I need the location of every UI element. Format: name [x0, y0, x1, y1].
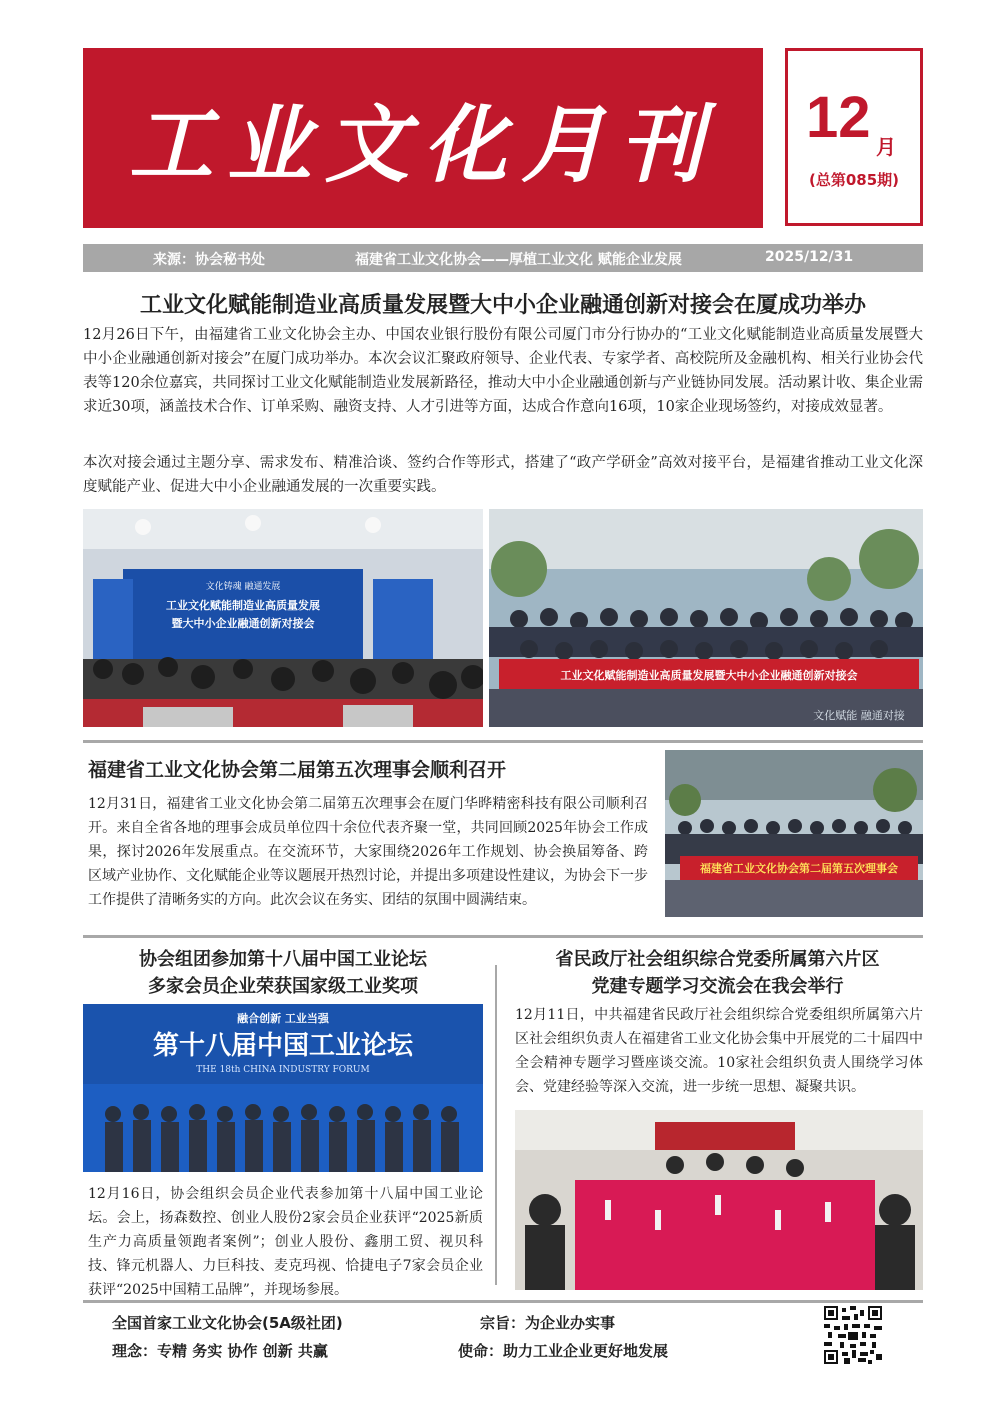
article1-title: 工业文化赋能制造业高质量发展暨大中小企业融通创新对接会在厦成功举办 [139, 292, 866, 318]
source-label: 来源：协会秘书处 [153, 252, 265, 268]
issue-month-unit: 月 [876, 135, 896, 159]
article2-body: 12月31日，福建省工业文化协会第二届第五次理事会在厦门华晔精密科技有限公司顺利召开。来自全省各地的理事会成员单位四十余位代表齐聚一堂，共同回顾2025年协会工作成果，探讨2026年发展重点。在交流环节，大家围绕2026年工作规划、协会换届筹备、跨区域产业协作、文化赋能企业等议题展开热烈讨论，并提出多项建设性建议，为协会下一步工作提供了清晰务实的方向。此次会议在务实、团结的氛围中圆满结束。 [88, 796, 648, 908]
date-label: 2025/12/31 [765, 249, 854, 265]
banner-text: 工业文化赋能制造业高质量发展暨大中小企业融通创新对接会 [560, 669, 858, 682]
screen-line-2: 暨大中小企业融通创新对接会 [171, 617, 315, 630]
article4-body: 12月11日，中共福建省民政厅社会组织综合党委组织所属第六片区社会组织负责人在福建省工业文化协会集中开展党的二十届四中全会精神专题学习暨座谈交流。10家社会组织负责人围绕学习体会、党建经验等深入交流，进一步统一思想、凝聚共识。 [515, 1007, 923, 1095]
article3-title-line-2: 多家会员企业荣获国家级工业奖项 [148, 976, 418, 997]
article4-title-line-1: 省民政厅社会组织综合党委所属第六片区 [555, 949, 880, 970]
section-divider-1 [83, 740, 923, 743]
wall-text: 文化赋能 融通对接 [813, 709, 905, 722]
article4-title-line-2: 党建专题学习交流会在我会举行 [591, 976, 844, 997]
group-photo-1 [489, 509, 923, 727]
council-meeting-photo [665, 750, 923, 917]
council-banner-text: 福建省工业文化协会第二届第五次理事会 [700, 862, 898, 875]
issue-box [785, 48, 923, 226]
forum-title: 第十八届中国工业论坛 [152, 1031, 414, 1061]
forum-slogan: 融合创新 工业当强 [237, 1012, 329, 1025]
party-meeting-photo [515, 1110, 923, 1290]
column-divider [495, 965, 497, 1285]
article1-paragraph-1: 12月26日下午，由福建省工业文化协会主办、中国农业银行股份有限公司厦门市分行协办的“工业文化赋能制造业高质量发展暨大中小企业融通创新对接会”在厦门成功举办。本次会议汇聚政府领导、企业代表、专家学者、高校院所及金融机构、相关行业协会代表等120余位嘉宾，共同探讨工业文化赋能制造业发展新路径，推动大中小企业融通创新与产业链协同发展。活动累计收、集企业需求近30项，涵盖技术合作、订单采购、融资支持、人才引进等方面，达成合作意向16项，10家企业现场签约，对接成效显著。 [83, 327, 923, 415]
footer-association: 全国首家工业文化协会(5A级社团) [112, 1314, 343, 1332]
section-divider-2 [83, 935, 923, 938]
masthead-banner [83, 48, 763, 228]
footer-purpose: 宗旨：为企业办实事 [480, 1314, 616, 1332]
publication-title: 工业文化月刊 [128, 94, 717, 194]
info-bar [83, 244, 923, 272]
forum-subtitle: THE 18th CHINA INDUSTRY FORUM [196, 1065, 370, 1075]
issue-number: (总第085期) [808, 171, 900, 189]
slogan-label: 福建省工业文化协会——厚植工业文化 赋能企业发展 [355, 252, 682, 268]
footer-mission: 使命：助力工业企业更好地发展 [458, 1342, 669, 1360]
article3-body: 12月16日，协会组织会员企业代表参加第十八届中国工业论坛。会上，扬森数控、创业人股份2家会员企业获评“2025新质生产力高质量领跑者案例”；创业人股份、鑫朋工贸、视贝科技、锋元机器人、力巨科技、麦克玛视、恰捷电子7家会员企业获评“2025中国精工品牌”，并现场参展。 [88, 1186, 483, 1298]
forum-photo [83, 1004, 483, 1172]
issue-month: 12 [806, 85, 871, 150]
qr-code-icon [824, 1306, 882, 1364]
article1-paragraph-2: 本次对接会通过主题分享、需求发布、精准洽谈、签约合作等形式，搭建了“政产学研金”高效对接平台，是福建省推动工业文化深度赋能产业、促进大中小企业融通发展的一次重要实践。 [83, 455, 923, 495]
screen-slogan: 文化铸魂 融通发展 [205, 582, 281, 592]
footer-philosophy: 理念：专精 务实 协作 创新 共赢 [112, 1342, 328, 1360]
article3-title-line-1: 协会组团参加第十八届中国工业论坛 [139, 949, 427, 970]
screen-line-1: 工业文化赋能制造业高质量发展 [166, 599, 320, 612]
article2-title: 福建省工业文化协会第二届第五次理事会顺利召开 [88, 759, 507, 781]
conference-hall-photo [83, 509, 483, 727]
section-divider-3 [83, 1300, 923, 1303]
